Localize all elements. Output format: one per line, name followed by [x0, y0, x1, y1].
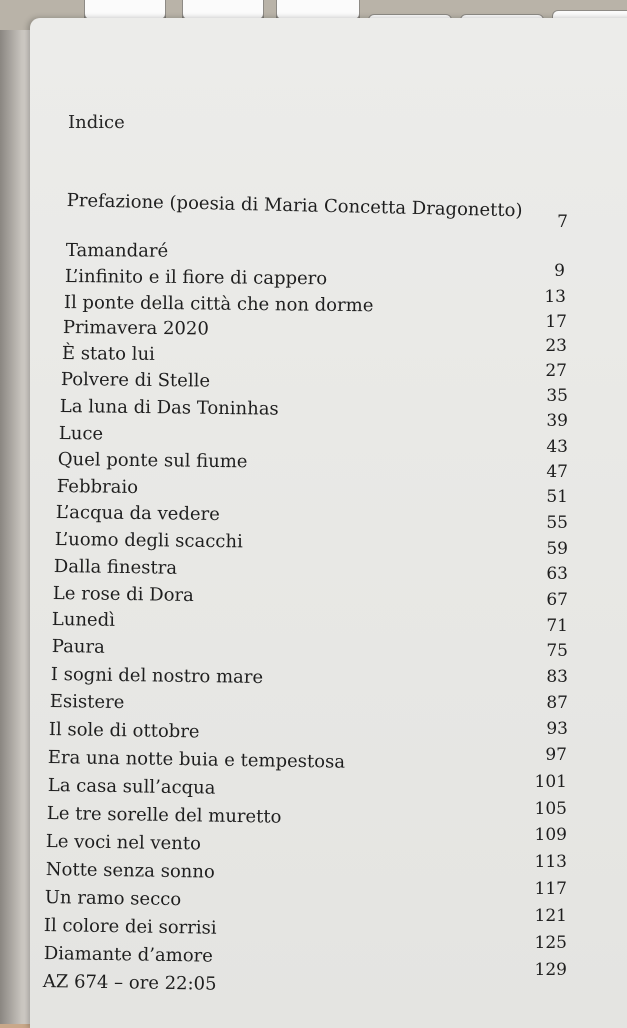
toc-entry-page-number: 67 [546, 590, 568, 610]
toc-entry-title: Lunedì [51, 609, 116, 631]
toc-entry-title: L’uomo degli scacchi [54, 529, 243, 553]
toc-entry-title: Le rose di Dora [52, 583, 194, 606]
toc-entry-page-number: 27 [545, 361, 567, 381]
toc-entry-page-number: 55 [546, 513, 568, 533]
toc-entry-title: Notte senza sonno [45, 859, 215, 883]
toc-entry-title: Primavera 2020 [62, 317, 209, 340]
toc-entry-page-number: 113 [534, 852, 567, 872]
toc-entry-page-number: 9 [554, 261, 565, 281]
toc-entry-title: Diamante d’amore [43, 943, 214, 967]
toc-entry-title: Esistere [49, 691, 125, 714]
toc-entry-page-number: 63 [546, 564, 568, 584]
toc-entry-title: Le tre sorelle del muretto [46, 803, 282, 828]
toc-entry-page-number: 125 [534, 933, 567, 953]
toc-entry-page-number: 7 [557, 212, 568, 232]
toc-entry-title: Prefazione (poesia di Maria Concetta Dragonetto) [66, 190, 523, 222]
toc-entry-title: Il ponte della città che non dorme [63, 292, 374, 317]
toc-entry-title: Febbraio [56, 476, 139, 498]
toc-entry-title: Quel ponte sul fiume [57, 449, 248, 473]
toc-entry-page-number: 35 [546, 386, 568, 406]
toc-entry-page-number: 51 [546, 487, 568, 507]
toc-entry-page-number: 43 [546, 437, 568, 457]
toc-entry-title: Un ramo secco [44, 887, 182, 911]
toc-entry-page-number: 117 [534, 879, 567, 899]
toc-entry-page-number: 59 [546, 539, 568, 559]
toc-entry-title: L’infinito e il fiore di cappero [64, 266, 328, 290]
toc-entry-title: La casa sull’acqua [47, 775, 216, 799]
toc-entry-title: I sogni del nostro mare [50, 664, 264, 688]
toc-entry-page-number: 39 [546, 411, 568, 431]
toc-entry-page-number: 13 [544, 287, 566, 307]
toc-entry-title: Il sole di ottobre [48, 719, 200, 743]
toc-entry-page-number: 83 [546, 667, 568, 687]
toc-entry-page-number: 71 [546, 616, 568, 636]
toc-entry-page-number: 101 [534, 772, 567, 792]
toc-entry-title: L’acqua da vedere [55, 502, 220, 526]
toc-entry-title: La luna di Das Toninhas [59, 396, 279, 420]
toc-entry-page-number: 97 [545, 745, 567, 765]
toc-entry-page-number: 87 [546, 693, 568, 713]
toc-entry-title: Luce [58, 423, 104, 445]
toc-entry-title: Polvere di Stelle [60, 369, 211, 392]
toc-entry-page-number: 93 [546, 719, 568, 739]
toc-entry-page-number: 17 [545, 312, 567, 332]
toc-entry-title: È stato lui [61, 343, 155, 365]
toc-entry-title: AZ 674 – ore 22:05 [42, 971, 217, 995]
toc-entry-page-number: 47 [546, 462, 568, 482]
toc-entry-title: Le voci nel vento [45, 831, 202, 855]
toc-entry-page-number: 105 [534, 799, 567, 819]
toc-entry-title: Era una notte buia e tempestosa [47, 747, 346, 773]
toc-entry-page-number: 109 [534, 825, 567, 845]
toc-entry-page-number: 23 [545, 336, 567, 356]
page-title: Indice [68, 112, 125, 133]
toc-entry-page-number: 129 [534, 960, 567, 980]
toc-entry-title: Tamandaré [65, 240, 169, 262]
toc-entry-page-number: 75 [546, 641, 568, 661]
toc-entry-page-number: 121 [534, 906, 567, 926]
toc-entry-title: Dalla finestra [53, 556, 178, 579]
toc-entry-title: Il colore dei sorrisi [43, 915, 217, 939]
toc-entry-title: Paura [51, 636, 105, 658]
